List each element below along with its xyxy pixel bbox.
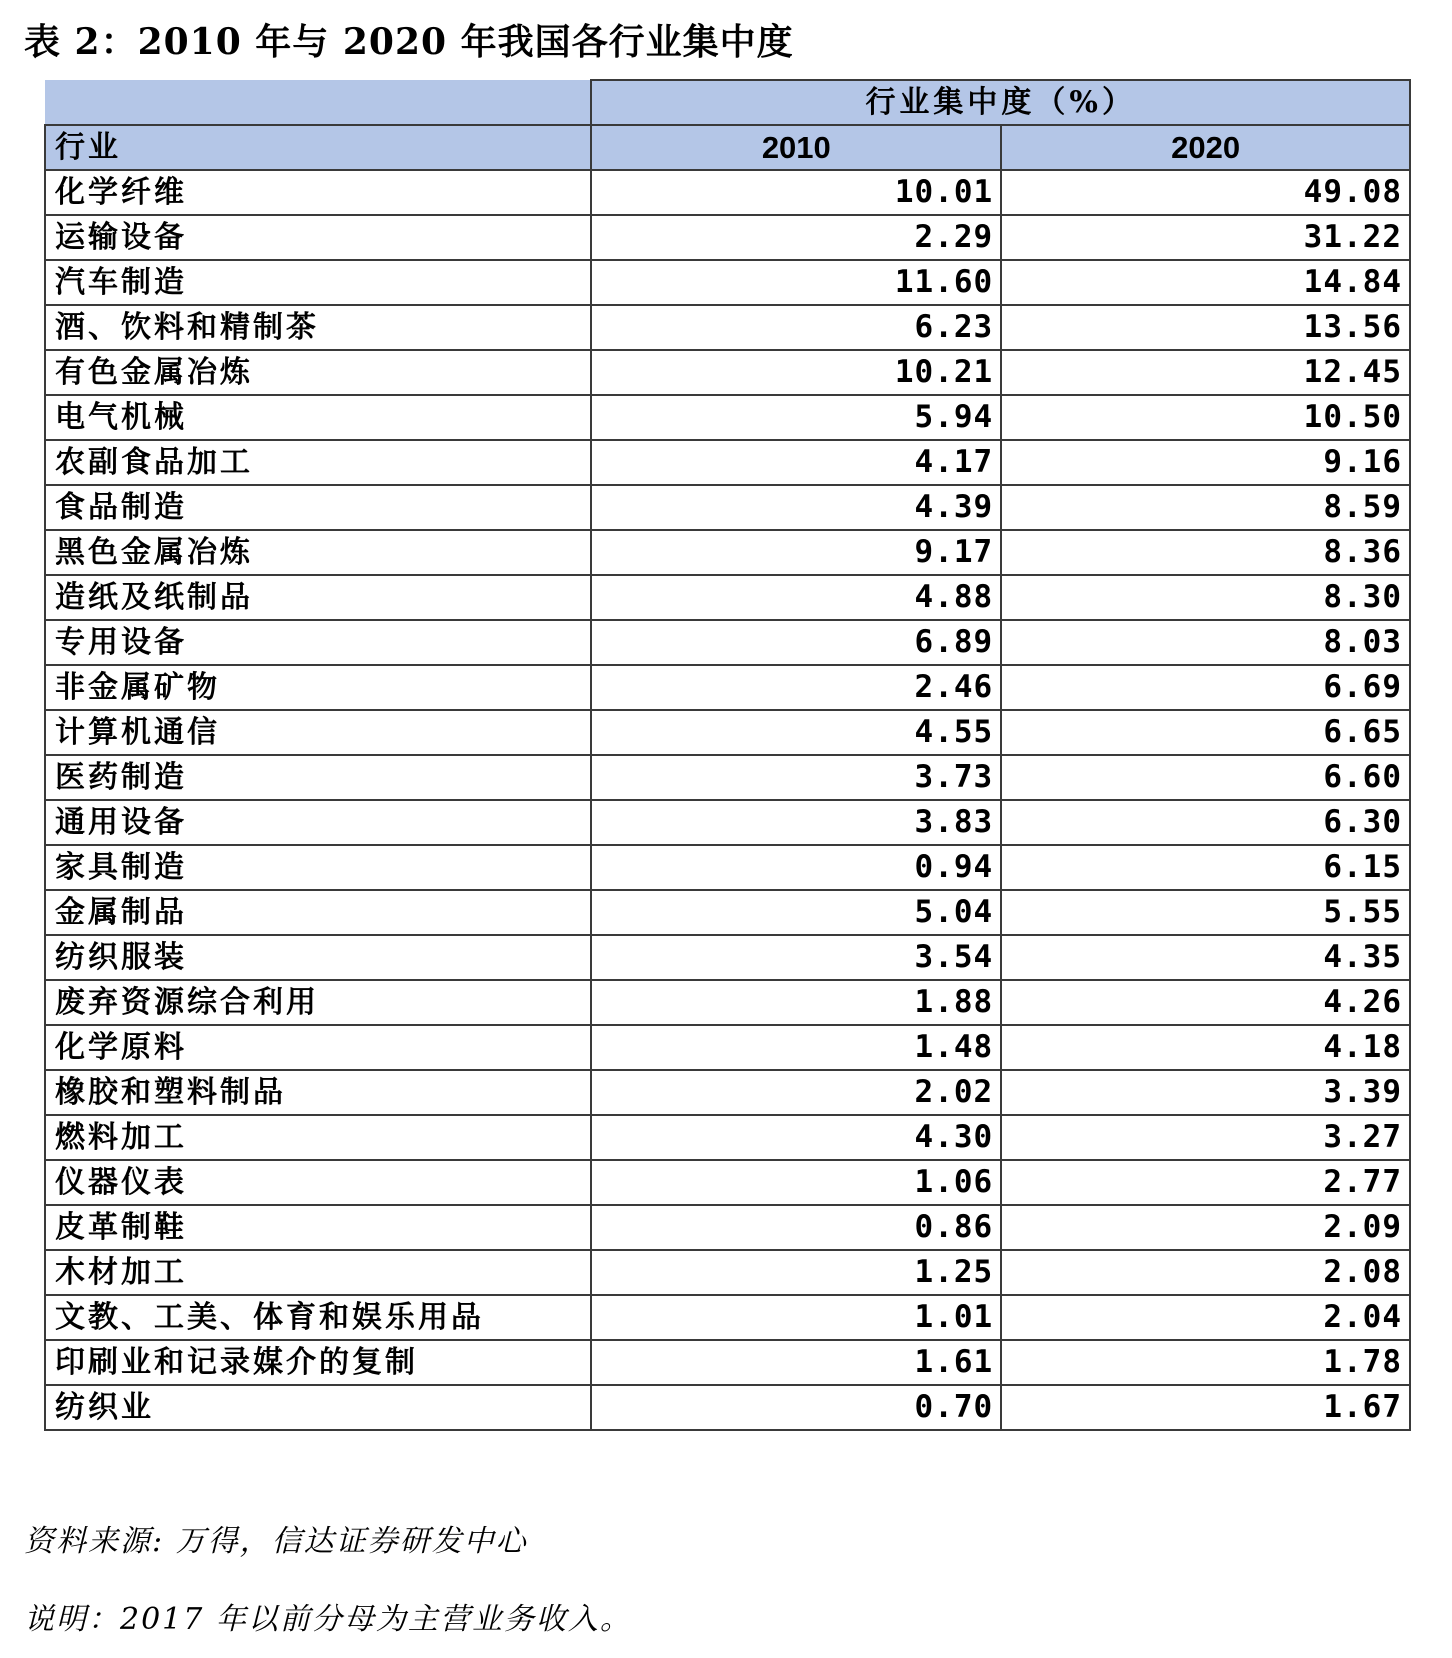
value-2010-cell: 3.73 [591, 755, 1001, 800]
value-2020-cell: 8.36 [1001, 530, 1410, 575]
value-2020-cell: 6.65 [1001, 710, 1410, 755]
industry-column-header: 行业 [45, 125, 591, 170]
table-row [45, 800, 1410, 845]
industry-cell: 黑色金属冶炼 [45, 530, 591, 575]
table-row [45, 440, 1410, 485]
table-row [45, 845, 1410, 890]
value-2010-cell: 4.55 [591, 710, 1001, 755]
value-2020-cell: 4.35 [1001, 935, 1410, 980]
table-row [45, 980, 1410, 1025]
table-row [45, 890, 1410, 935]
value-2020-cell: 6.69 [1001, 665, 1410, 710]
table-row [45, 755, 1410, 800]
table-row [45, 935, 1410, 980]
value-2010-cell: 0.70 [591, 1385, 1001, 1430]
value-2010-cell: 6.89 [591, 620, 1001, 665]
year-2020-header: 2020 [1001, 125, 1410, 170]
group-header: 行业集中度（%） [591, 80, 1410, 125]
table-row [45, 350, 1410, 395]
industry-cell: 橡胶和塑料制品 [45, 1070, 591, 1115]
table-row [45, 575, 1410, 620]
industry-cell: 计算机通信 [45, 710, 591, 755]
table-row [45, 665, 1410, 710]
header-blank-cell [45, 80, 591, 125]
value-2020-cell: 14.84 [1001, 260, 1410, 305]
table-row [45, 1025, 1410, 1070]
value-2010-cell: 5.04 [591, 890, 1001, 935]
table-row [45, 1070, 1410, 1115]
value-2010-cell: 6.23 [591, 305, 1001, 350]
value-2020-cell: 12.45 [1001, 350, 1410, 395]
table-row [45, 1250, 1410, 1295]
value-2020-cell: 49.08 [1001, 170, 1410, 215]
value-2020-cell: 3.39 [1001, 1070, 1410, 1115]
value-2010-cell: 1.88 [591, 980, 1001, 1025]
value-2010-cell: 4.39 [591, 485, 1001, 530]
industry-cell: 造纸及纸制品 [45, 575, 591, 620]
industry-cell: 金属制品 [45, 890, 591, 935]
value-2010-cell: 0.94 [591, 845, 1001, 890]
value-2010-cell: 1.48 [591, 1025, 1001, 1070]
value-2020-cell: 13.56 [1001, 305, 1410, 350]
table-row [45, 1340, 1410, 1385]
table-title: 表 2：2010 年与 2020 年我国各行业集中度 [24, 21, 794, 63]
value-2010-cell: 9.17 [591, 530, 1001, 575]
industry-cell: 文教、工美、体育和娱乐用品 [45, 1295, 591, 1340]
value-2010-cell: 4.88 [591, 575, 1001, 620]
value-2020-cell: 6.30 [1001, 800, 1410, 845]
table-row [45, 530, 1410, 575]
value-2010-cell: 3.54 [591, 935, 1001, 980]
value-2020-cell: 4.26 [1001, 980, 1410, 1025]
value-2020-cell: 8.03 [1001, 620, 1410, 665]
value-2020-cell: 4.18 [1001, 1025, 1410, 1070]
value-2020-cell: 10.50 [1001, 395, 1410, 440]
table-row [45, 305, 1410, 350]
industry-cell: 酒、饮料和精制茶 [45, 305, 591, 350]
value-2010-cell: 5.94 [591, 395, 1001, 440]
value-2020-cell: 2.08 [1001, 1250, 1410, 1295]
industry-cell: 纺织服装 [45, 935, 591, 980]
year-2010-header: 2010 [591, 125, 1001, 170]
table-row [45, 710, 1410, 755]
value-2020-cell: 2.04 [1001, 1295, 1410, 1340]
value-2010-cell: 10.01 [591, 170, 1001, 215]
table-row [45, 1160, 1410, 1205]
industry-cell: 医药制造 [45, 755, 591, 800]
industry-cell: 家具制造 [45, 845, 591, 890]
value-2010-cell: 4.17 [591, 440, 1001, 485]
value-2010-cell: 2.46 [591, 665, 1001, 710]
value-2020-cell: 31.22 [1001, 215, 1410, 260]
industry-cell: 印刷业和记录媒介的复制 [45, 1340, 591, 1385]
table-row [45, 1295, 1410, 1340]
table-row [45, 395, 1410, 440]
value-2010-cell: 4.30 [591, 1115, 1001, 1160]
industry-cell: 仪器仪表 [45, 1160, 591, 1205]
industry-cell: 木材加工 [45, 1250, 591, 1295]
value-2010-cell: 1.06 [591, 1160, 1001, 1205]
industry-cell: 燃料加工 [45, 1115, 591, 1160]
value-2020-cell: 1.78 [1001, 1340, 1410, 1385]
industry-cell: 废弃资源综合利用 [45, 980, 591, 1025]
value-2020-cell: 3.27 [1001, 1115, 1410, 1160]
value-2020-cell: 6.60 [1001, 755, 1410, 800]
value-2010-cell: 3.83 [591, 800, 1001, 845]
industry-cell: 汽车制造 [45, 260, 591, 305]
industry-cell: 专用设备 [45, 620, 591, 665]
value-2010-cell: 1.61 [591, 1340, 1001, 1385]
value-2020-cell: 8.59 [1001, 485, 1410, 530]
table-row [45, 1115, 1410, 1160]
industry-cell: 电气机械 [45, 395, 591, 440]
value-2010-cell: 0.86 [591, 1205, 1001, 1250]
value-2010-cell: 11.60 [591, 260, 1001, 305]
industry-concentration-table [44, 79, 1411, 1431]
source-note: 资料来源: 万得，信达证券研发中心 [24, 1524, 528, 1559]
remark-note: 说明：2017 年以前分母为主营业务收入。 [24, 1602, 632, 1637]
value-2010-cell: 1.25 [591, 1250, 1001, 1295]
table-row [45, 170, 1410, 215]
table-row [45, 485, 1410, 530]
value-2020-cell: 8.30 [1001, 575, 1410, 620]
table-row [45, 260, 1410, 305]
value-2010-cell: 2.02 [591, 1070, 1001, 1115]
table-row [45, 620, 1410, 665]
value-2010-cell: 10.21 [591, 350, 1001, 395]
industry-cell: 皮革制鞋 [45, 1205, 591, 1250]
value-2020-cell: 6.15 [1001, 845, 1410, 890]
industry-cell: 化学纤维 [45, 170, 591, 215]
industry-cell: 非金属矿物 [45, 665, 591, 710]
value-2020-cell: 2.09 [1001, 1205, 1410, 1250]
industry-cell: 有色金属冶炼 [45, 350, 591, 395]
value-2010-cell: 1.01 [591, 1295, 1001, 1340]
industry-cell: 纺织业 [45, 1385, 591, 1430]
value-2020-cell: 2.77 [1001, 1160, 1410, 1205]
table-row [45, 1385, 1410, 1430]
table-row [45, 1205, 1410, 1250]
table-row [45, 215, 1410, 260]
industry-cell: 运输设备 [45, 215, 591, 260]
industry-cell: 农副食品加工 [45, 440, 591, 485]
value-2020-cell: 1.67 [1001, 1385, 1410, 1430]
industry-cell: 通用设备 [45, 800, 591, 845]
industry-cell: 食品制造 [45, 485, 591, 530]
industry-cell: 化学原料 [45, 1025, 591, 1070]
value-2010-cell: 2.29 [591, 215, 1001, 260]
value-2020-cell: 5.55 [1001, 890, 1410, 935]
value-2020-cell: 9.16 [1001, 440, 1410, 485]
